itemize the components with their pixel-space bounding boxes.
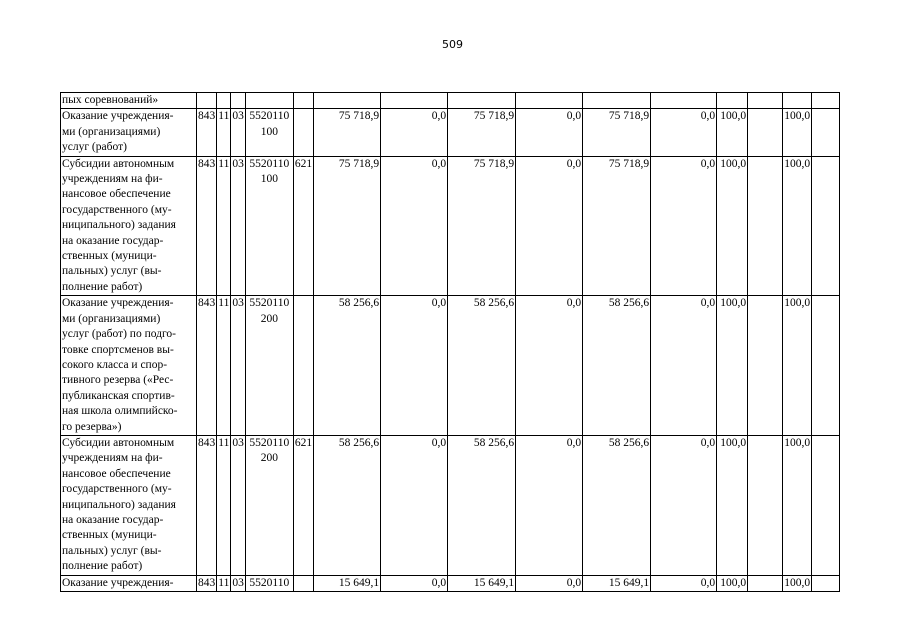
- description-line: услуг (работ) по подго-: [62, 328, 177, 341]
- amount-cell-6: 0,0: [651, 296, 717, 436]
- subsection-code-cell: 03: [231, 296, 246, 436]
- description-line: государственного (му-: [62, 203, 172, 216]
- target-article-line: 5520110: [249, 297, 290, 310]
- amount-cell-1: 58 256,6: [314, 296, 381, 436]
- target-article-line: 200: [260, 452, 278, 465]
- percent-cell-2: [748, 575, 783, 591]
- amount-cell-1: 58 256,6: [314, 435, 381, 575]
- amount-cell-4: 0,0: [516, 435, 583, 575]
- target-article-line: 5520110: [249, 157, 290, 170]
- amount-cell-6: 0,0: [651, 109, 717, 156]
- section-code-cell: 11: [217, 109, 231, 156]
- amount-cell-2: 0,0: [381, 109, 448, 156]
- description-line: на оказание государ-: [62, 234, 164, 247]
- percent-cell-1: [717, 93, 748, 109]
- target-article-cell: [245, 575, 293, 591]
- target-article-line: 100: [260, 125, 278, 138]
- description-line: Оказание учреждения-: [62, 297, 174, 310]
- table-row: [61, 296, 840, 436]
- target-article-line: 100: [260, 173, 278, 186]
- percent-cell-3: 100,0: [783, 435, 812, 575]
- amount-cell-1: [314, 93, 381, 109]
- amount-cell-3: 75 718,9: [448, 109, 516, 156]
- target-article-line: 5520110: [249, 110, 290, 123]
- percent-cell-3: 100,0: [783, 296, 812, 436]
- description-line: ниципального) задания: [62, 498, 176, 511]
- description-line: пальных) услуг (вы-: [62, 265, 162, 278]
- description-line: Оказание учреждения-: [62, 110, 174, 123]
- target-article-line: 5520110: [249, 576, 290, 589]
- description-line: го резерва»): [62, 420, 122, 433]
- description-line: пальных) услуг (вы-: [62, 544, 162, 557]
- amount-cell-4: 0,0: [516, 109, 583, 156]
- description-line: на оказание государ-: [62, 513, 164, 526]
- description-line: тивного резерва («Рес-: [62, 374, 174, 387]
- target-article-cell: [245, 435, 293, 575]
- description-line: Оказание учреждения-: [62, 576, 174, 589]
- amount-cell-6: 0,0: [651, 156, 717, 296]
- percent-cell-4: [812, 296, 840, 436]
- description-line: учреждениям на фи-: [62, 173, 163, 186]
- amount-cell-1: 75 718,9: [314, 156, 381, 296]
- percent-cell-3: 100,0: [783, 575, 812, 591]
- amount-cell-4: 0,0: [516, 156, 583, 296]
- amount-cell-5: 58 256,6: [583, 296, 651, 436]
- percent-cell-1: 100,0: [717, 575, 748, 591]
- amount-cell-2: 0,0: [381, 435, 448, 575]
- description-line: ми (организациями): [62, 312, 161, 325]
- description-line: учреждениям на фи-: [62, 452, 163, 465]
- description-line: полнение работ): [62, 560, 143, 573]
- ministry-code-cell: 843: [197, 109, 217, 156]
- expense-type-cell: 621: [293, 435, 313, 575]
- amount-cell-2: 0,0: [381, 296, 448, 436]
- amount-cell-5: 15 649,1: [583, 575, 651, 591]
- amount-cell-6: 0,0: [651, 575, 717, 591]
- subsection-code-cell: 03: [231, 435, 246, 575]
- percent-cell-4: [812, 435, 840, 575]
- amount-cell-3: 75 718,9: [448, 156, 516, 296]
- amount-cell-5: 75 718,9: [583, 156, 651, 296]
- amount-cell-2: 0,0: [381, 156, 448, 296]
- table-row: [61, 156, 840, 296]
- description-cell: [61, 156, 197, 296]
- section-code-cell: [217, 93, 231, 109]
- table-row: [61, 575, 840, 591]
- percent-cell-4: [812, 93, 840, 109]
- percent-cell-3: 100,0: [783, 156, 812, 296]
- amount-cell-6: 0,0: [651, 435, 717, 575]
- section-code-cell: 11: [217, 575, 231, 591]
- percent-cell-4: [812, 156, 840, 296]
- percent-cell-2: [748, 93, 783, 109]
- section-code-cell: 11: [217, 156, 231, 296]
- amount-cell-5: [583, 93, 651, 109]
- description-line: полнение работ): [62, 280, 143, 293]
- percent-cell-1: 100,0: [717, 435, 748, 575]
- description-cell: [61, 93, 197, 109]
- amount-cell-3: 58 256,6: [448, 296, 516, 436]
- table-row: [61, 435, 840, 575]
- description-line: нансовое обеспечение: [62, 188, 171, 201]
- description-cell: [61, 575, 197, 591]
- description-line: Субсидии автономным: [62, 157, 175, 170]
- amount-cell-5: 58 256,6: [583, 435, 651, 575]
- description-line: ная школа олимпийско-: [62, 405, 178, 418]
- description-line: пых соревнований»: [62, 94, 159, 106]
- description-line: ми (организациями): [62, 125, 161, 138]
- percent-cell-4: [812, 109, 840, 156]
- description-line: услуг (работ): [62, 141, 127, 154]
- expense-type-cell: [293, 575, 313, 591]
- description-cell: [61, 296, 197, 436]
- description-line: государственного (му-: [62, 483, 172, 496]
- amount-cell-3: [448, 93, 516, 109]
- expense-type-cell: [293, 296, 313, 436]
- percent-cell-3: [783, 93, 812, 109]
- description-cell: [61, 435, 197, 575]
- description-line: сокого класса и спор-: [62, 358, 168, 371]
- percent-cell-2: [748, 435, 783, 575]
- expense-type-cell: 621: [293, 156, 313, 296]
- percent-cell-2: [748, 296, 783, 436]
- percent-cell-1: 100,0: [717, 109, 748, 156]
- subsection-code-cell: [231, 93, 246, 109]
- amount-cell-3: 15 649,1: [448, 575, 516, 591]
- amount-cell-1: 15 649,1: [314, 575, 381, 591]
- description-cell: [61, 109, 197, 156]
- page-number: 509: [442, 38, 463, 51]
- amount-cell-4: [516, 93, 583, 109]
- description-line: Субсидии автономным: [62, 436, 175, 449]
- target-article-cell: [245, 93, 293, 109]
- section-code-cell: 11: [217, 435, 231, 575]
- table-row: [61, 93, 840, 109]
- description-line: ниципального) задания: [62, 219, 176, 232]
- percent-cell-3: 100,0: [783, 109, 812, 156]
- amount-cell-3: 58 256,6: [448, 435, 516, 575]
- ministry-code-cell: 843: [197, 435, 217, 575]
- subsection-code-cell: 03: [231, 156, 246, 296]
- percent-cell-2: [748, 156, 783, 296]
- amount-cell-1: 75 718,9: [314, 109, 381, 156]
- budget-table: [60, 92, 840, 592]
- target-article-cell: [245, 296, 293, 436]
- target-article-cell: [245, 156, 293, 296]
- expense-type-cell: [293, 93, 313, 109]
- percent-cell-2: [748, 109, 783, 156]
- subsection-code-cell: 03: [231, 575, 246, 591]
- section-code-cell: 11: [217, 296, 231, 436]
- amount-cell-6: [651, 93, 717, 109]
- amount-cell-4: 0,0: [516, 575, 583, 591]
- amount-cell-4: 0,0: [516, 296, 583, 436]
- amount-cell-5: 75 718,9: [583, 109, 651, 156]
- expense-type-cell: [293, 109, 313, 156]
- description-line: ственных (муници-: [62, 529, 157, 542]
- ministry-code-cell: 843: [197, 156, 217, 296]
- ministry-code-cell: [197, 93, 217, 109]
- description-line: товке спортсменов вы-: [62, 343, 174, 356]
- percent-cell-1: 100,0: [717, 156, 748, 296]
- description-line: публиканская спортив-: [62, 389, 175, 402]
- percent-cell-1: 100,0: [717, 296, 748, 436]
- subsection-code-cell: 03: [231, 109, 246, 156]
- table-row: [61, 109, 840, 156]
- description-line: нансовое обеспечение: [62, 467, 171, 480]
- target-article-cell: [245, 109, 293, 156]
- ministry-code-cell: 843: [197, 296, 217, 436]
- ministry-code-cell: 843: [197, 575, 217, 591]
- amount-cell-2: [381, 93, 448, 109]
- amount-cell-2: 0,0: [381, 575, 448, 591]
- description-line: ственных (муници-: [62, 250, 157, 263]
- target-article-line: 200: [260, 312, 278, 325]
- target-article-line: 5520110: [249, 436, 290, 449]
- percent-cell-4: [812, 575, 840, 591]
